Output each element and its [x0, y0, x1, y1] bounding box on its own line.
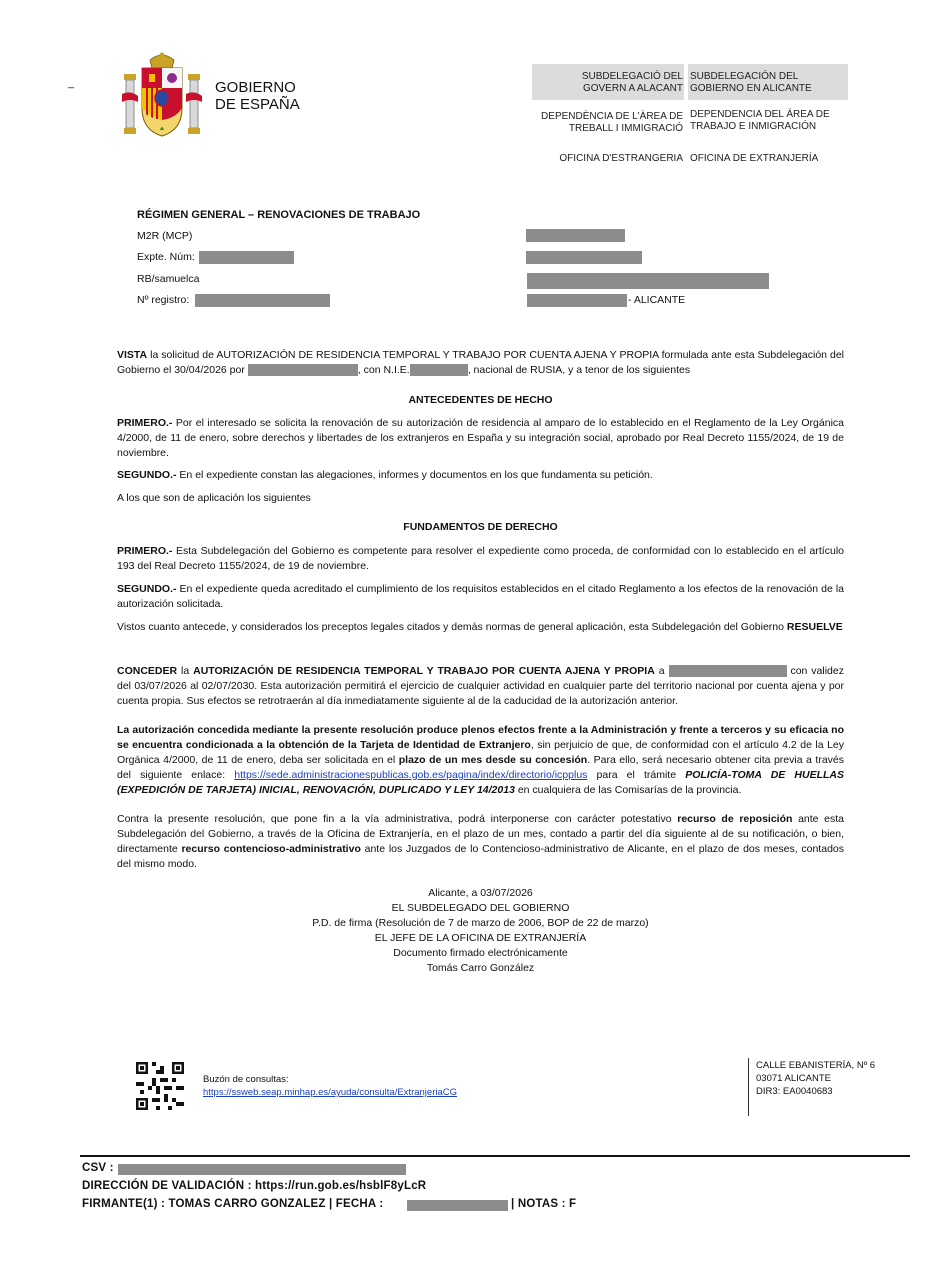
- buzon-link[interactable]: https://ssweb.seap.minhap.es/ayuda/consulta/ExtranjeriaCG: [203, 1087, 457, 1098]
- redacted-fecha: [407, 1200, 508, 1211]
- coat-of-arms-icon: [120, 50, 204, 140]
- m2r-label: M2R (MCP): [137, 230, 193, 242]
- redacted-csv: [118, 1164, 406, 1175]
- address-divider: [748, 1058, 749, 1116]
- signature-role: EL JEFE DE LA OFICINA DE EXTRANJERÍA: [374, 932, 587, 944]
- autorizacion-paragraph: [117, 723, 844, 798]
- qr-code-icon: [136, 1062, 184, 1110]
- address-city: 03071 ALICANTE: [756, 1073, 831, 1084]
- gov-line1: GOBIERNO: [215, 79, 296, 96]
- recurso-text-2: ante esta Subdelegación del Gobierno, a través de la Oficina de Extranjería, en el plazo de un mes, contado a partir del día siguiente al de su notificación, o bien, directamente: [117, 813, 845, 855]
- document-title: RÉGIMEN GENERAL – RENOVACIONES DE TRABAJO: [137, 209, 421, 221]
- primero-paragraph: [117, 416, 844, 461]
- signature-place-date: Alicante, a 03/07/2026: [428, 887, 533, 899]
- recurso-reposicion: recurso de reposición: [677, 813, 793, 825]
- conceder-paragraph: [117, 664, 844, 709]
- redacted-expte: [199, 251, 294, 264]
- primero-text: Por el interesado se solicita la renovación de su autorización de residencia al amparo de lo establecido en el Reglamento de la Ley Orgánica 4/2000, de 11 de enero, sobre derechos y libertades de los extranjeros en España y su integración social, aprobado por Real Decreto 1155/2024, de 19 de noviembre.: [117, 417, 844, 459]
- aut-bold: La autorización concedida mediante la presente resolución produce plenos efectos frente a la Administración y frente a terceros y su eficacia no se encuentra condicionada a la obtención de la Tarjeta de Identidad de Extranjero: [117, 724, 844, 751]
- redacted-beneficiary: [669, 665, 787, 677]
- dependencia-spanish: DEPENDENCIA DEL ÁREA DE TRABAJO E INMIGRACIÓN: [690, 109, 830, 132]
- recurso-contencioso: recurso contencioso-administrativo: [181, 843, 361, 855]
- conceder-rest: con validez del 03/07/2026 al 02/07/2030. Esta autorización permitirá el ejercicio de cualquier actividad en cualquier parte del territorio nacional por cuenta ajena y por cuenta propia. Sus efectos se retrotraerán al día inmediatamente siguiente al de la caducidad de la autorización anterior.: [117, 665, 844, 707]
- antecedentes-heading: ANTECEDENTES DE HECHO: [408, 394, 553, 406]
- redacted-name: [248, 364, 358, 376]
- alicante-label: - ALICANTE: [628, 294, 686, 306]
- recurso-paragraph: [117, 812, 844, 872]
- address-street: CALLE EBANISTERÍA, Nº 6: [756, 1060, 876, 1071]
- vista-text-2: , con N.I.E.: [357, 364, 410, 376]
- dependencia-valencian: DEPENDÈNCIA DE L'ÀREA DE TREBALL I IMMIGRACIÓ: [541, 111, 683, 134]
- footer-rule: [80, 1155, 910, 1157]
- aut-tramite: POLICÍA-TOMA DE HUELLAS (EXPEDICIÓN DE TARJETA) INICIAL, RENOVACIÓN, DUPLICADO Y LEY 14/2013: [117, 769, 845, 796]
- resuelve: RESUELVE: [786, 621, 843, 633]
- vista-bold: VISTA: [117, 349, 148, 361]
- vistos-text: Vistos cuanto antecede, y considerados los preceptos legales citados y demás normas de general aplicación, esta Subdelegación del Gobierno: [117, 621, 787, 633]
- aplicacion-text: A los que son de aplicación los siguientes: [117, 492, 311, 504]
- aut-text-3: para el trámite: [587, 769, 686, 781]
- signature-electronic: Documento firmado electrónicamente: [393, 947, 568, 959]
- footer-notas: | NOTAS : F: [511, 1198, 577, 1210]
- registro-label: Nº registro:: [137, 294, 190, 306]
- recurso-text-1: Contra la presente resolución, que pone fin a la vía administrativa, podrá interponerse con carácter potestativo: [117, 813, 678, 825]
- gov-line2: DE ESPAÑA: [215, 96, 300, 113]
- signature-block: [117, 886, 844, 976]
- redacted-addr-3: [527, 273, 769, 289]
- address-dir3: DIR3: EA0040683: [756, 1086, 833, 1097]
- aut-text-1: , sin perjuicio de que, de conformidad con el artículo 4.2 de la Ley Orgánica 4/2000, de 11 de enero, deba ser solicitada en el: [117, 739, 844, 766]
- f-primero-label: PRIMERO.-: [117, 545, 173, 557]
- vista-paragraph: [117, 348, 844, 378]
- f-primero-paragraph: [117, 544, 844, 574]
- conceder-aut: AUTORIZACIÓN DE RESIDENCIA TEMPORAL Y TRABAJO POR CUENTA AJENA Y PROPIA: [193, 665, 655, 677]
- aut-plazo: plazo de un mes desde su concesión: [398, 754, 588, 766]
- header-dash: _: [68, 77, 75, 89]
- cita-previa-link[interactable]: https://sede.administracionespublicas.gob.es/pagina/index/directorio/icpplus: [234, 769, 588, 781]
- signature-delegation: P.D. de firma (Resolución de 7 de marzo de 2006, BOP de 22 de marzo): [312, 917, 649, 929]
- aut-text-2: . Para ello, será necesario obtener cita previa a través del siguiente enlace:: [117, 754, 844, 781]
- buzon-label: Buzón de consultas:: [203, 1074, 289, 1085]
- f-segundo-text: En el expediente queda acreditado el cumplimiento de los requisitos establecidos en el citado Reglamento a los efectos de la renovación de la autorización solicitada.: [117, 583, 844, 610]
- signature-name: Tomás Carro González: [426, 962, 535, 974]
- segundo-paragraph: [117, 468, 844, 483]
- conceder-la: la: [177, 665, 194, 677]
- footer-csv-label: CSV :: [82, 1162, 114, 1174]
- redacted-addr-4: [527, 294, 627, 307]
- vistos-paragraph: [117, 620, 844, 635]
- footer-firmante: FIRMANTE(1) : TOMAS CARRO GONZALEZ | FECHA :: [82, 1198, 384, 1210]
- f-primero-text: Esta Subdelegación del Gobierno es competente para resolver el expediente como proceda, de conformidad con lo establecido en el artículo 193 del Real Decreto 1155/2024, de 19 de noviembre.: [117, 545, 844, 572]
- f-segundo-label: SEGUNDO.-: [117, 583, 177, 595]
- recurso-text-3: ante los Juzgados de lo Contencioso-administrativo de Alicante, en el plazo de dos meses, contados del mismo modo.: [117, 843, 844, 870]
- vista-text-3: , nacional de RUSIA, y a tenor de los siguientes: [467, 364, 691, 376]
- conceder-a: a: [654, 665, 669, 677]
- address-block: [756, 1059, 875, 1098]
- segundo-text: En el expediente constan las alegaciones, informes y documentos en los que fundamenta su petición.: [176, 469, 653, 481]
- oficina-valencian: OFICINA D'ESTRANGERIA: [559, 153, 683, 164]
- segundo-label: SEGUNDO.-: [117, 469, 177, 481]
- aut-text-4: en cualquiera de las Comisarías de la provincia.: [514, 784, 742, 796]
- vista-text-1: la solicitud de AUTORIZACIÓN DE RESIDENCIA TEMPORAL Y TRABAJO POR CUENTA AJENA Y PROPIA formulada ante esta Subdelegación del Gobierno el 30/04/2026 por: [117, 349, 844, 376]
- primero-label: PRIMERO.-: [117, 417, 173, 429]
- redacted-addr-2: [526, 251, 642, 264]
- f-segundo-paragraph: [117, 582, 844, 612]
- subdelegacio-valencian: SUBDELEGACIÓ DEL GOVERN A ALACANT: [581, 71, 683, 94]
- conceder-bold: CONCEDER: [117, 665, 178, 677]
- footer-direccion: DIRECCIÓN DE VALIDACIÓN : https://run.gob.es/hsblF8yLcR: [82, 1180, 427, 1192]
- redacted-nie: [410, 364, 468, 376]
- rb-label: RB/samuelca: [137, 273, 200, 285]
- subdelegacion-spanish: SUBDELEGACIÓN DEL GOBIERNO EN ALICANTE: [690, 71, 812, 94]
- redacted-addr-1: [526, 229, 625, 242]
- redacted-registro: [195, 294, 330, 307]
- oficina-spanish: OFICINA DE EXTRANJERÍA: [690, 153, 819, 164]
- fundamentos-heading: FUNDAMENTOS DE DERECHO: [403, 521, 558, 533]
- expte-label: Expte. Núm:: [137, 251, 195, 263]
- signature-title: EL SUBDELEGADO DEL GOBIERNO: [391, 902, 570, 914]
